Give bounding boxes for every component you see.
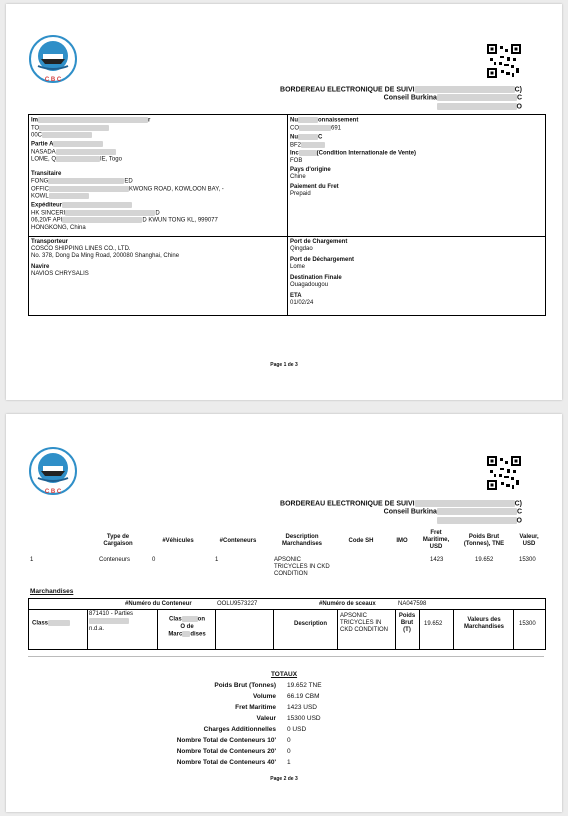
destination-block xyxy=(290,275,540,289)
classe-value-line1: 871410 - Parties xyxy=(89,611,134,617)
poids-value: 19.652 xyxy=(424,621,443,627)
redaction xyxy=(48,620,70,626)
page-number: Page 2 de 3 xyxy=(270,776,298,782)
total-label: Charges Additionnelles xyxy=(203,726,276,733)
classification-label-line1-end: on xyxy=(197,616,206,623)
navire-value: NAVIOS CHRYSALIS xyxy=(31,271,89,277)
totaux-title: TOTAUX xyxy=(270,671,298,678)
navire-label: Navire xyxy=(31,264,50,270)
classification-label-line2: O de xyxy=(180,623,194,630)
col-header-imo: IMO xyxy=(396,538,408,544)
document-header xyxy=(280,86,522,111)
row-valeur: 15300 xyxy=(519,557,536,563)
eta-value: 01/02/24 xyxy=(290,300,314,306)
total-label: Nombre Total de Conteneurs 20' xyxy=(176,748,276,755)
total-label: Fret Maritime xyxy=(235,704,276,711)
connaissement-block xyxy=(290,117,540,132)
redaction xyxy=(42,132,92,138)
expediteur-address-end: D KWUN TONG KL, 999077 xyxy=(142,217,218,224)
expediteur-label: Expéditeur xyxy=(31,202,63,209)
importateur-block xyxy=(31,117,281,140)
document-header xyxy=(280,500,522,525)
org-line2-end: O xyxy=(516,103,522,111)
transporteur-block xyxy=(31,239,281,260)
numero-value: BF2 xyxy=(290,142,302,149)
document-title: BORDEREAU ELECTRONIQUE DE SUIVI xyxy=(280,86,415,94)
pays-origine-block xyxy=(290,167,540,181)
pays-origine-value: Chine xyxy=(290,174,306,180)
partie-address-end: IE, Togo xyxy=(100,156,122,163)
importateur-label-end: r xyxy=(148,117,151,124)
classification-label-line1: Clas xyxy=(168,616,182,623)
title-end: C) xyxy=(514,500,522,508)
redaction xyxy=(299,125,331,131)
description-value: APSONIC TRICYCLES IN CKD CONDITION xyxy=(340,613,388,633)
port-chargement-value: Qingdao xyxy=(290,246,313,252)
port-chargement-label: Port de Chargement xyxy=(290,239,348,245)
shipment-info-table xyxy=(28,114,546,316)
redaction xyxy=(48,178,124,184)
partie-block xyxy=(31,141,281,164)
connaissement-value-end: 691 xyxy=(331,125,342,132)
redaction xyxy=(49,193,89,199)
col-header-description: Description Marchandises xyxy=(281,534,323,547)
eta-block xyxy=(290,293,540,307)
organization-name: Conseil Burkina xyxy=(383,508,437,516)
transitaire-label: Transitaire xyxy=(31,171,62,177)
redaction xyxy=(53,141,103,147)
port-dechargement-label: Port de Déchargement xyxy=(290,257,355,263)
col-header-conteneurs: #Conteneurs xyxy=(219,538,257,544)
pays-origine-label: Pays d'origine xyxy=(290,167,331,173)
classe-value xyxy=(89,611,155,633)
connaissement-value-start: CO xyxy=(290,125,299,132)
classification-label-line3: Marc xyxy=(168,631,183,638)
expediteur-city: HONGKONG, China xyxy=(31,224,86,231)
transporteur-name: COSCO SHIPPING LINES CO., LTD. xyxy=(31,246,131,252)
num-conteneur-value: OOLU9573227 xyxy=(217,601,258,607)
transitaire-address-line3: KOWL xyxy=(31,193,49,200)
importateur-label: Im xyxy=(31,117,39,124)
expediteur-name-start: HK SINCERI xyxy=(31,210,66,217)
redaction xyxy=(56,149,116,155)
logo-text: C B C xyxy=(44,77,62,83)
total-value: 66.19 CBM xyxy=(287,693,320,700)
incoterm-label-end: (Condition Internationale de Vente) xyxy=(316,150,417,157)
row-poids: 19.652 xyxy=(475,557,494,563)
total-value: 19.652 TNE xyxy=(287,682,322,689)
transitaire-name-start: FONG xyxy=(31,178,49,185)
qr-code-icon xyxy=(487,456,521,490)
row-number: 1 xyxy=(30,557,34,563)
navire-block xyxy=(31,264,281,278)
paiement-fret-label: Paiement du Fret xyxy=(290,184,339,190)
incoterm-value: FOB xyxy=(290,157,303,164)
partie-label: Partie A xyxy=(31,141,54,148)
connaissement-label-start: Nu xyxy=(290,117,298,124)
col-header-vehicules: #Véhicules xyxy=(162,538,194,544)
total-value: 0 xyxy=(287,737,291,744)
paiement-fret-value: Prepaid xyxy=(290,191,311,197)
redaction xyxy=(56,156,100,162)
port-dechargement-block xyxy=(290,257,540,271)
total-label: Valeur xyxy=(256,715,276,722)
document-page-1 xyxy=(6,4,562,400)
logo-text: C B C xyxy=(44,489,62,495)
port-dechargement-value: Lome xyxy=(290,264,306,270)
num-sceaux-label: #Numéro de sceaux xyxy=(319,601,376,607)
row-description: APSONIC TRICYCLES IN CKD CONDITION xyxy=(274,557,330,577)
classification-label xyxy=(161,616,213,638)
expediteur-block xyxy=(31,202,281,232)
incoterm-label-start: Inc xyxy=(290,150,299,157)
marchandises-table xyxy=(28,598,546,650)
title-end: C) xyxy=(514,86,522,94)
page-number: Page 1 de 3 xyxy=(270,362,298,368)
redaction xyxy=(298,117,318,123)
classe-label-text: Class xyxy=(32,620,49,627)
valeurs-value: 15300 xyxy=(519,621,536,627)
document-page-2 xyxy=(6,414,562,812)
transitaire-address-start: OFFIC xyxy=(31,186,49,193)
redaction xyxy=(65,210,155,216)
row-conteneurs: 1 xyxy=(215,557,219,563)
partie-address-start: LOME, Q xyxy=(31,156,57,163)
num-conteneur-label: #Numéro du Conteneur xyxy=(125,601,192,607)
redaction xyxy=(62,217,142,223)
destination-label: Destination Finale xyxy=(290,275,342,281)
org-line2-end: O xyxy=(516,517,522,525)
expediteur-name-end: D xyxy=(155,210,160,217)
classe-label xyxy=(32,620,70,628)
org-end: C xyxy=(516,94,522,102)
transitaire-block xyxy=(31,171,281,201)
marchandises-heading: Marchandises xyxy=(30,588,74,595)
importateur-address: 00C xyxy=(31,132,43,139)
classification-label-line3-end: dises xyxy=(190,631,206,638)
redaction xyxy=(437,517,517,524)
total-value: 15300 USD xyxy=(287,715,321,722)
num-sceaux-value: NA047598 xyxy=(398,601,427,607)
connaissement-label-end: onnaissement xyxy=(318,117,359,124)
row-fret: 1423 xyxy=(430,557,444,563)
port-chargement-block xyxy=(290,239,540,253)
paiement-fret-block xyxy=(290,184,540,198)
eta-label: ETA xyxy=(290,293,302,299)
organization-name: Conseil Burkina xyxy=(383,94,437,102)
importateur-name: TO xyxy=(31,125,40,132)
numero-label-end: C xyxy=(318,134,323,141)
destination-value: Ouagadougou xyxy=(290,282,329,288)
col-header-valeur: Valeur, USD xyxy=(519,534,539,547)
cbc-logo xyxy=(28,34,78,84)
org-end: C xyxy=(516,508,522,516)
redaction xyxy=(182,616,198,622)
redaction xyxy=(415,86,515,93)
transporteur-address: No. 378, Dong Da Ming Road, 200080 Shanghai, Chine xyxy=(31,253,180,259)
col-header-code-sh: Code SH xyxy=(348,538,374,544)
redaction xyxy=(301,142,325,148)
numero-block xyxy=(290,134,540,149)
total-value: 1 xyxy=(287,759,291,766)
valeurs-label: Valeurs des Marchandises xyxy=(463,617,505,630)
total-label: Nombre Total de Conteneurs 40' xyxy=(176,759,276,766)
redaction xyxy=(298,134,318,140)
total-label: Nombre Total de Conteneurs 10' xyxy=(176,737,276,744)
transitaire-name-end: ED xyxy=(124,178,133,185)
poids-label: Poids Brut (T) xyxy=(398,613,416,633)
redaction xyxy=(437,508,517,515)
expediteur-address-start: 06,20/F API xyxy=(31,217,63,224)
redaction xyxy=(89,618,129,624)
row-vehicules: 0 xyxy=(152,557,156,563)
classe-value-line2: n.d.a. xyxy=(89,625,105,632)
cbc-logo xyxy=(28,446,78,496)
qr-code-icon xyxy=(487,44,521,78)
numero-label-start: Nu xyxy=(290,134,298,141)
transporteur-label: Transporteur xyxy=(31,239,69,245)
incoterm-block xyxy=(290,150,540,165)
redaction xyxy=(62,202,132,208)
description-label: Description xyxy=(294,621,328,627)
redaction xyxy=(415,500,515,507)
total-value: 0 USD xyxy=(287,726,307,733)
redaction xyxy=(437,94,517,101)
row-type: Conteneurs xyxy=(99,557,131,563)
total-value: 1423 USD xyxy=(287,704,317,711)
partie-name: NASADA xyxy=(31,149,56,156)
col-header-poids: Poids Brut (Tonnes), TNE xyxy=(463,534,505,547)
total-label: Poids Brut (Tonnes) xyxy=(214,682,276,689)
col-header-type: Type de Cargaison xyxy=(103,534,133,547)
col-header-fret: Fret Maritime, USD xyxy=(422,530,450,550)
redaction xyxy=(437,103,517,110)
redaction xyxy=(39,125,109,131)
document-title: BORDEREAU ELECTRONIQUE DE SUIVI xyxy=(280,500,415,508)
redaction xyxy=(299,150,317,156)
total-label: Volume xyxy=(253,693,276,700)
redaction xyxy=(38,117,151,124)
transitaire-address-end: KWONG ROAD, KOWLOON BAY, - xyxy=(129,186,224,193)
total-value: 0 xyxy=(287,748,291,755)
redaction xyxy=(49,186,129,192)
